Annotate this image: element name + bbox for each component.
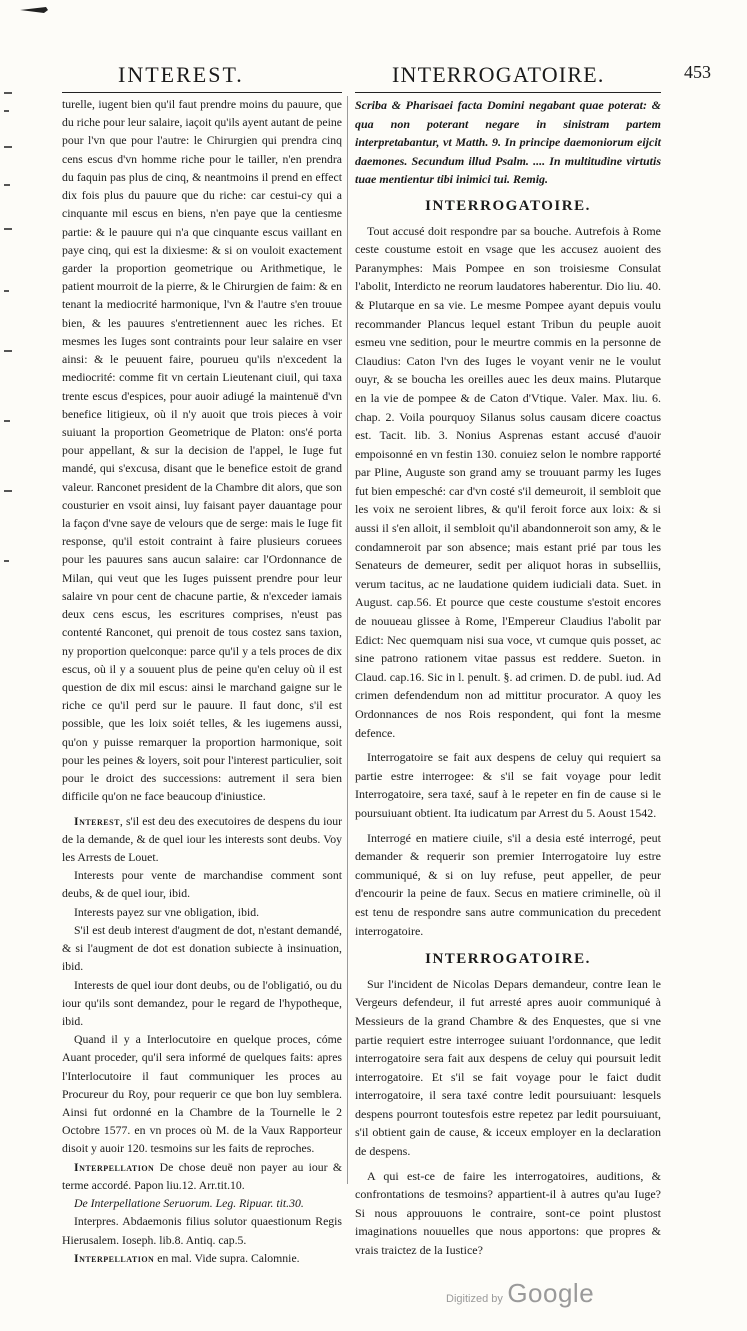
page-number: 453 xyxy=(684,62,711,82)
entry-text: en mal. Vide supra. Calomnie. xyxy=(154,1251,300,1265)
left-paragraph: turelle, iugent bien qu'il faut prendre moins du pauure, que du riche pour leur salaire, iaçoit qu'ils ayent autant de peine pour l'vn que pour l'autre: le Chirurgien qui prendra cinq cens escus d'vn homme riche pour le tailler, n'en prendra du faquin pas plus de cinq, & neantmoins il prend en effect dix fois plus du pauure que du riche: car cestui-cy qui a cinquante mil escus en biens, n'en paye que la centiesme partie: & le pauure qui n'a que cinquante escus vaillant en paye cinq, qui est la dixiesme: & si on vouloit exactement garder la proportion geometrique ou Arithmetique, le patient mourroit de la pierre, & le Chirurgien de faim: & en tenant la mediocrité harmonique, l'vn & l'autre s'en trouue bien, & les pauures s'entretiennent auec les riches. Et mesmes les Iuges sont contraints pour leur salaire en vser ainsi: & le peuuent faire, pourueu qu'ils n'excedent la mediocrité: comme fit vn certain Lieutenant ciuil, qui taxa trente escus d'espices, pour auoir adiugé la maintenuë d'vn benefice litigieux, où il n'y auoit que trois pieces à voir suiuant la proportion Geometrique de Platon: ons'é porta pour appellant, & sur la decision de l'appel, le Iuge fut mandé, qui s'excusa, disant que le benefice estoit de grand valeur. Ranconet president de la Chambre dit alors, que son cousturier en vsoit ainsi, luy faisant payer dauantage pour la façon d'vne saye de velours que de serge: mais le Iuge fit response, qu'il estoit contraint à faire plusieurs coruees pour les pauures sans aucun salaire: car l'Ordonnance de Milan, qui veut que les Iuges puissent prendre pour leur salaire vn pour cent de chacune partie, & n'exceder iamais deux cens escus, les escritures comprises, n'eust pas contenté Ranconet, qui prenoit de tous costez sans taxion, ny proportion quelconque: parce qu'il y a tels proces de dix escus, où il y a souuent plus de peine qu'en celuy où il est question de dix mil escus: ainsi le marchand gaigne sur le riche ce qu'il perd sur le pauure. Il faut donc, s'il est possible, que les loix soiét telles, & les iugemens aussi, qu'on y puisse remarquer la proportion harmonique, soit pour les peines & loyers, soit pour l'interest particulier, soit pour le droict des successions: autrement il sera bien difficile qu'on ne face beaucoup d'iniustice. xyxy=(62,98,342,804)
entry-text: , s'il est deu des executoires de despens du iour de la demande, & de quel iour les interests sont deubs. Voy les Arrests de Louet. xyxy=(62,814,342,864)
section-heading-interrogatoire-2: INTERROGATOIRE. xyxy=(425,951,591,968)
entry-interlocutoire: Quand il y a Interlocutoire en quelque proces, cóme Auant proceder, qu'il sera informé de quelques faits: apres l'Interlocutoire il faut communiquer les proces au Procureur du Roy, pour requerir ce que bon luy semblera. Ainsi fut ordonné en la Chambre de la Tournelle le 2 Octobre 1577. en vn proces où M. de la Vaux Rapporteur disoit y auoir 120. tesmoins sur les faits de reproches. xyxy=(62,1033,342,1156)
section1-paragraph: Tout accusé doit respondre par sa bouche. Autrefois à Rome ceste coustume estoit en vsage que les accusez auoient des Paranymphes: Mais Pompee en son troisiesme Consulat l'abolit, Interdicto ne reorum laudatores haberentur. Dio liu. 40. & Plutarque en sa vie. Le mesme Pompee ayant depuis voulu recommander Plancus lequel estant Tribun du peuple auoit esmeu vne sedition, pour le meurtre commis en la personne de Claudius: Caton l'vn des Iuges le voyant venir ne le voulut ouyr, & se boucha les oreilles auec les deux mains. Plutarque en la vie de pompee & de Caton d'Vtique. Valer. Max. liu. 6. chap. 2. Voila pourquoy Silanus solus causam dicere coactus est. Tacit. lib. 3. Nonius Asprenas estant accusé d'auoir empoisonné en vn festin 130. conuiez selon le nombre rapporté par Pline, Auguste son grand amy se trouuant parmy les Iuges fut bien empesché: car d'vn costé s'il demeuroit, il sembloit que les voix ne seroient libres, & qu'il feroit force aux loix: & si aussi il s'en alloit, il sembloit qu'il abandonneroit son amy, & le condamneroit par son absence; mais estant prié par tous les Senateurs de demeurer, sedit per aliquot horas in subselliis, verum tacitus, ac ne laudatione quidem iudiciali data. Suet. in August. cap.56. Et pource que ceste coustume s'estoit encores de nouueau glissee à Rome, l'Empereur Claudius l'abolit par Edict: Nec quemquam nisi sua voce, vt cumque quis posset, ac sine patrono rationem vitae passus est reddere. Sueton. in Claud. cap.16. Sic in l. penult. §. ad crimen. D. de publ. iud. Ad crimen defendendum non ad mittitur procurator. A quoy les Ordonnances de nos Rois respondent, qui font la mesme defence. xyxy=(355,223,661,740)
entry-interests-obligation: Interests payez sur vne obligation, ibid. xyxy=(74,905,260,919)
entry-lead: Interest xyxy=(74,814,120,828)
header-rule-left xyxy=(62,92,342,93)
entry-augment-dot: S'il est deub interest d'augment de dot, n'estant demandé, & si l'augment de dot est donation subiecte à insinuation, ibid. xyxy=(62,923,342,974)
entry-interpres: Interpres. Abdaemonis filius solutor quaestionum Regis Hierusalem. Ioseph. lib.8. Antiq. cap.5. xyxy=(62,1215,342,1247)
section2-paragraph: Sur l'incident de Nicolas Depars demandeur, contre Iean le Vergeurs defendeur, il fut arresté apres auoir communiqué à Messieurs de la grand Chambre & des Enquestes, que si vne partie requiert estre interrogee suiuant l'ordonnance, que ledit interrogatoire sera fait aux despens de celuy qui poursuit ledit interrogatoire. Et s'il se fait voyage pour le faict dudit interrogatoire, il sera taxé contre ledit poursuiuant: lesquels despens pourront toutesfois estre repetez par ledit poursuiuant, s'il obtient gain de cause, & icceux employer en la declaration de despens. xyxy=(355,976,661,1159)
digitized-by-google-watermark xyxy=(446,1278,594,1309)
latin-intro: Scriba & Pharisaei facta Domini negabant quae poterat: & qua non poterant negare in sinistram partem interpretabantur, vt Matth. 9. In principe daemoniorum eijcit daemones. Secundum illud Psalm. .... In multitudine virtutis tuae mentientur tibi inimici tui. Remig. xyxy=(355,98,661,187)
entry-interpellation-en-mal xyxy=(62,1250,342,1268)
google-brand: Google xyxy=(507,1278,595,1308)
entry-lead: Interpellation xyxy=(74,1160,155,1174)
entry-interest xyxy=(62,813,342,868)
corner-ink-mark xyxy=(18,4,50,16)
column-divider xyxy=(347,96,348,1184)
entry-lead: Interpellation xyxy=(74,1251,155,1265)
left-gutter-marks xyxy=(0,80,16,600)
entry-text: De chose deuë non payer au iour & terme accordé. Papon liu.12. Arr.tit.10. xyxy=(62,1160,342,1192)
entry-interpellatione-seruorum: De Interpellatione Seruorum. Leg. Ripuar. tit.30. xyxy=(74,1197,304,1211)
left-column xyxy=(62,96,342,1268)
right-column xyxy=(355,96,661,1260)
running-head-left: INTEREST. xyxy=(118,62,244,87)
header-rule-right xyxy=(355,92,661,93)
entry-interpellation xyxy=(62,1159,342,1195)
section2-paragraph: A qui est-ce de faire les interrogatoires, auditions, & confrontations de tesmoins? appartient-il à autres qu'au Iuge? Si nous approuuons le contraire, sont-ce point plustost imaginations nouuelles que nous apportons: que propres & vrais traictez de la Iustice? xyxy=(355,1168,661,1258)
digitized-label: Digitized by xyxy=(446,1293,503,1305)
section-heading-interrogatoire-1: INTERROGATOIRE. xyxy=(425,197,591,214)
entry-interests-marchandise: Interests pour vente de marchandise comment sont deubs, & de quel iour, ibid. xyxy=(62,869,342,901)
entry-interests-hypotheque: Interests de quel iour dont deubs, ou de l'obligatió, ou du iour qu'ils sont demandez, pour le regard de l'hypotheque, ibid. xyxy=(62,978,342,1028)
running-head-right: INTERROGATOIRE. xyxy=(392,62,605,87)
section1-paragraph: Interrogé en matiere ciuile, s'il a desia esté interrogé, peut demander & requerir son premier Interrogatoire luy estre communiqué, & si on luy refuse, peut appeller, de peur d'encourir la peine de faux. Secus en matiere criminelle, où il est tenu de respondre sans autre communication du precedent interrogatoire. xyxy=(355,830,661,938)
section1-paragraph: Interrogatoire se fait aux despens de celuy qui requiert sa partie estre interrogee: & s'il se fait voyage pour ledit Interrogatoire, sera taxé, sauf à le repeter en fin de cause si le poursuiuant obtient. Ita iudicatum par Arrest du 5. Aoust 1542. xyxy=(355,750,661,820)
